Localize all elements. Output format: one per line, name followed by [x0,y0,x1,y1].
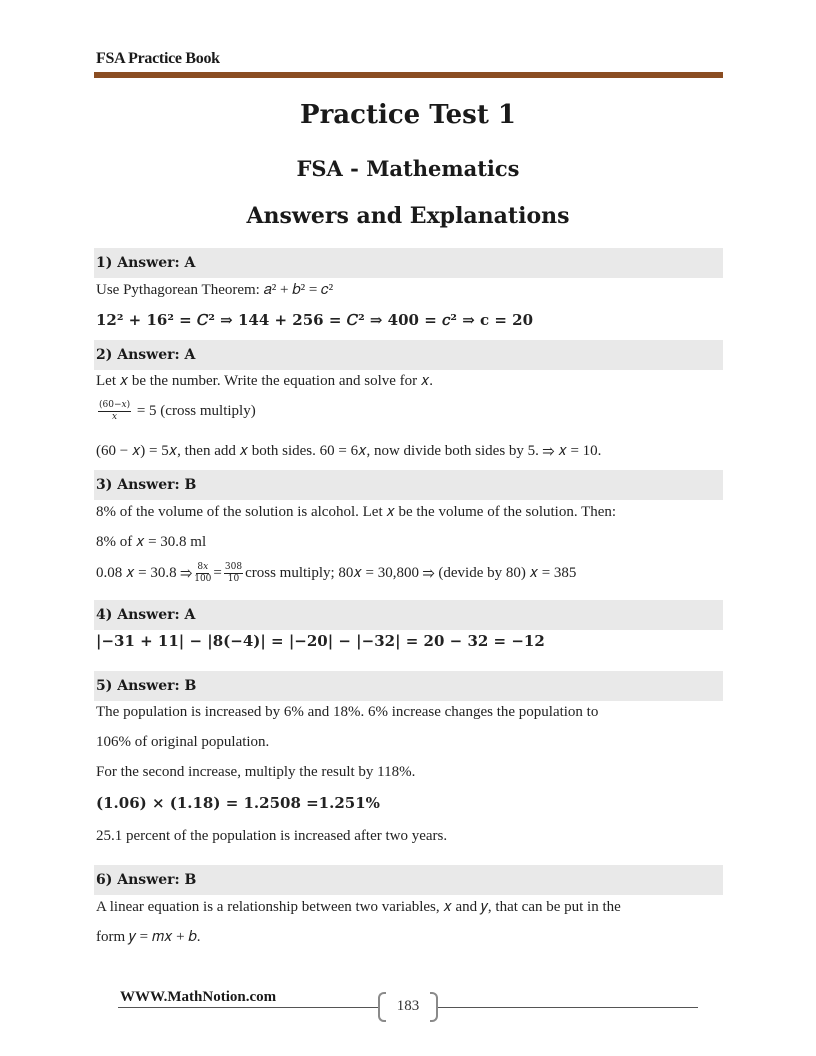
answer-6-line-1: A linear equation is a relationship between two variables, 𝑥 and 𝑦, that can be put in the [96,899,621,915]
header-rule [94,72,723,78]
answer-3-line-3: 0.08 𝑥 = 30.8 ⇒ $\frac{\text{8𝑥}}{100}$ = $\frac{308}{10}$ cross multiply; 80𝑥 = 30,800 ⇒ (devide by 80) 𝑥 = 385 [96,562,577,584]
fraction: $\frac{\text{(60−𝑥)}}{\text{𝑥}}$ [99,400,131,422]
answer-3-line-1: 8% of the volume of the solution is alcohol. Let 𝑥 be the volume of the solution. Then: [96,504,617,520]
fraction: $\frac{\text{8𝑥}}{100}$ [194,562,212,584]
answer-5-line-3: For the second increase, multiply the result by 118%. [96,764,416,780]
answer-3-header: 3) Answer: B [94,470,723,500]
answer-4-line-1: |−31 + 11| − |8(−4)| = |−20| − |−32| = 20 − 32 = −12 [96,632,545,650]
page-title: Practice Test 1 [300,100,516,130]
answer-6-line-2: form 𝑦 = 𝑚𝑥 + 𝑏. [96,929,201,945]
footer-website: WWW.MathNotion.com [120,989,277,1005]
answer-2-line-2: $\frac{\text{(60−𝑥)}}{\text{𝑥}}$ = 5 (cross multiply) [99,400,256,422]
answer-2-line-3: (60 − 𝑥) = 5𝑥, then add 𝑥 both sides. 60 = 6𝑥, now divide both sides by 5. ⇒ 𝑥 = 10. [96,443,602,459]
answer-5-header: 5) Answer: B [94,671,723,701]
answer-5-line-4: (1.06) × (1.18) = 1.2508 =1.251% [96,794,380,812]
answer-1-line-2: 12² + 16² = 𝐶² ⇒ 144 + 256 = 𝐶² ⇒ 400 = 𝑐² ⇒ c = 20 [96,311,534,329]
answer-3-line-2: 8% of 𝑥 = 30.8 ml [96,534,207,550]
answer-6-header: 6) Answer: B [94,865,723,895]
answer-2-line-1: Let 𝑥 be the number. Write the equation and solve for 𝑥. [96,373,433,389]
page-number: 183 [396,998,420,1014]
answer-2-header: 2) Answer: A [94,340,723,370]
answer-5-line-2: 106% of original population. [96,734,270,750]
answer-4-header: 4) Answer: A [94,600,723,630]
answer-5-line-5: 25.1 percent of the population is increased after two years. [96,828,448,844]
fraction: $\frac{308}{10}$ [224,562,243,584]
book-title: FSA Practice Book [96,50,220,67]
section-title: Answers and Explanations [246,203,570,229]
answer-5-line-1: The population is increased by 6% and 18%. 6% increase changes the population to [96,704,599,720]
answer-1-line-1: Use Pythagorean Theorem: 𝑎² + 𝑏² = 𝑐² [96,282,334,298]
subject-title: FSA - Mathematics [296,156,520,181]
answer-1-header: 1) Answer: A [94,248,723,278]
